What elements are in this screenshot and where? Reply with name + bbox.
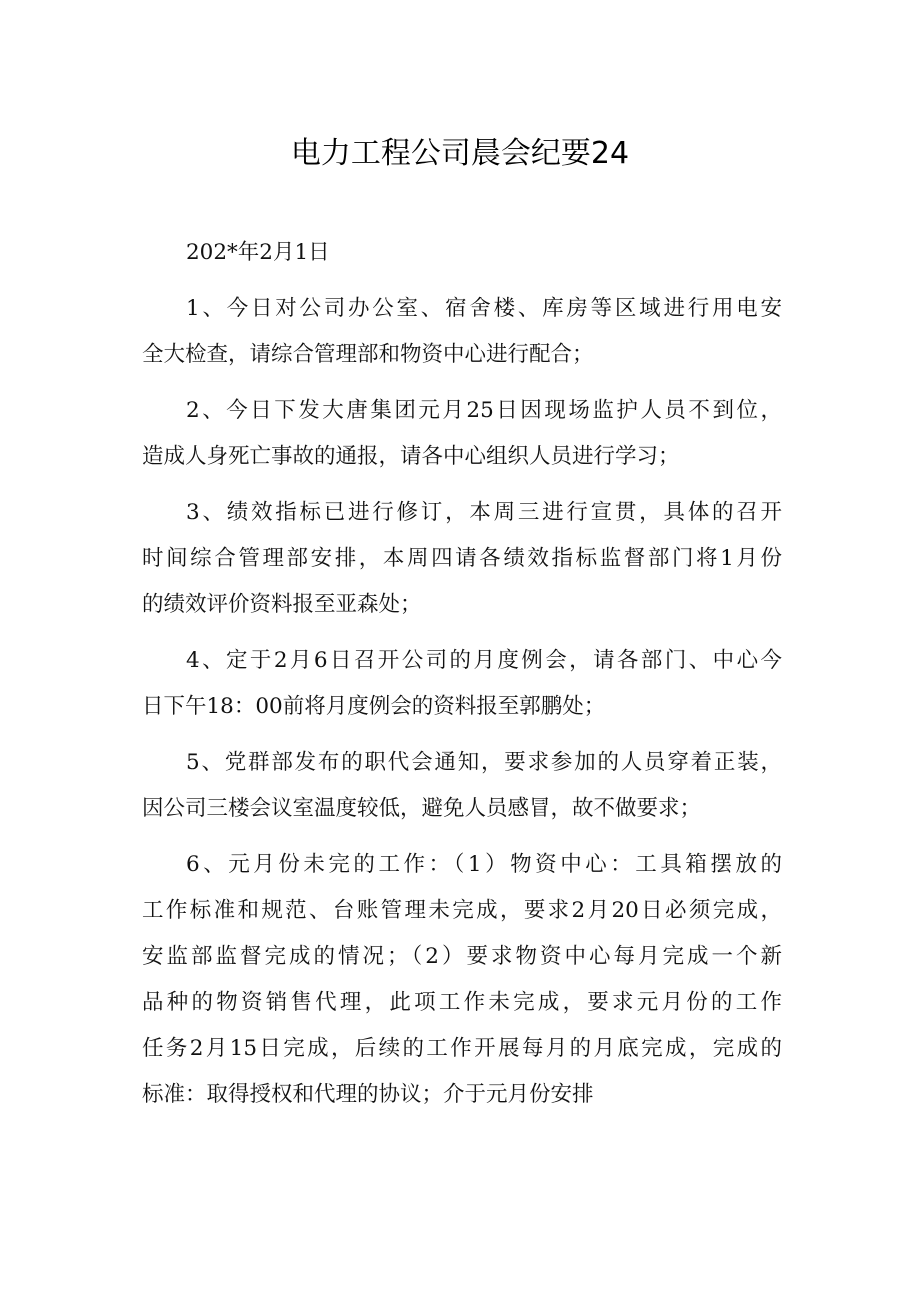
paragraph-line: 2、今日下发大唐集团元月25日因现场监护人员不到位， [186, 398, 782, 423]
paragraph-5 [142, 740, 782, 832]
paragraph-line: 5、党群部发布的职代会通知，要求参加的人员穿着正装， [186, 750, 782, 775]
document-body [142, 230, 782, 1118]
paragraph-line: 3、绩效指标已进行修订，本周三进行宣贯，具体的召开 [186, 500, 782, 525]
paragraph-line: 安监部监督完成的情况；（2）要求物资中心每月完成一个新 [142, 944, 782, 969]
paragraph-1 [142, 286, 782, 378]
paragraph-line: 全大检查，请综合管理部和物资中心进行配合； [142, 342, 594, 367]
paragraph-line: 6、元月份未完的工作：（1）物资中心：工具箱摆放的 [186, 852, 782, 877]
paragraph-line: 标准：取得授权和代理的协议；介于元月份安排 [142, 1082, 594, 1107]
paragraph-6 [142, 842, 782, 1118]
paragraph-line: 工作标准和规范、台账管理未完成，要求2月20日必须完成， [142, 898, 782, 923]
paragraph-line: 的绩效评价资料报至亚森处； [142, 592, 422, 617]
document-title: 电力工程公司晨会纪要24 [290, 136, 630, 171]
paragraph-2 [142, 388, 782, 480]
paragraph-line: 造成人身死亡事故的通报，请各中心组织人员进行学习； [142, 444, 680, 469]
paragraph-line: 1、今日对公司办公室、宿舍楼、库房等区域进行用电安 [186, 296, 782, 321]
paragraph-4 [142, 638, 782, 730]
paragraph-line: 4、定于2月6日召开公司的月度例会，请各部门、中心今 [186, 648, 782, 673]
paragraph-line: 品种的物资销售代理，此项工作未完成，要求元月份的工作 [142, 990, 782, 1015]
meeting-date: 202*年2月1日 [186, 240, 330, 265]
paragraph-line: 日下午18：00前将月度例会的资料报至郭鹏处； [142, 694, 606, 719]
paragraph-line: 因公司三楼会议室温度较低，避免人员感冒，故不做要求； [142, 796, 702, 821]
paragraph-3 [142, 490, 782, 628]
paragraph-line: 任务2月15日完成，后续的工作开展每月的月底完成，完成的 [142, 1036, 782, 1061]
paragraph-line: 时间综合管理部安排，本周四请各绩效指标监督部门将1月份 [142, 546, 782, 571]
